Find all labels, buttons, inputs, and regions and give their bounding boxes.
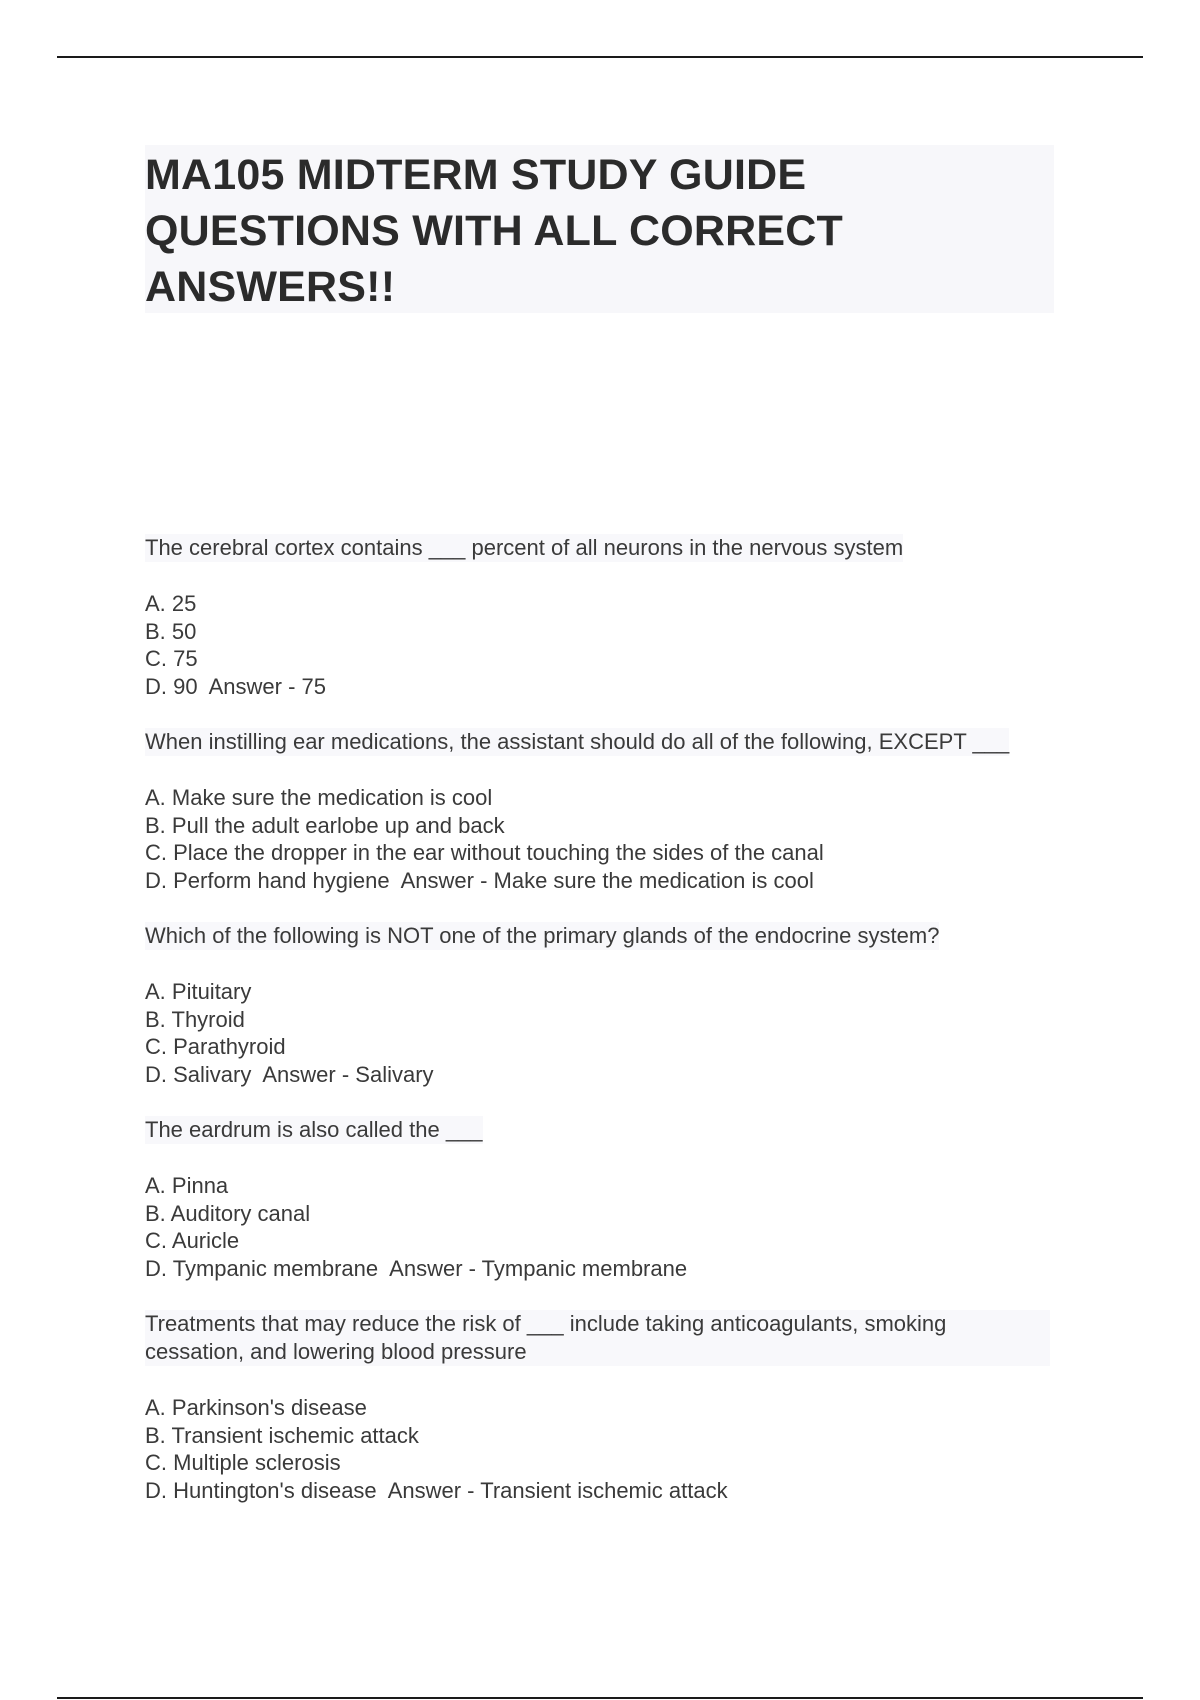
option-list <box>145 1172 1065 1282</box>
answer-text: Answer - Transient ischemic attack <box>387 1477 728 1503</box>
option-d: D. Tympanic membrane <box>145 1255 379 1281</box>
option-c: C. 75 <box>145 646 198 671</box>
question-item-2 <box>145 728 1065 894</box>
option-a: A. Parkinson's disease <box>145 1395 367 1420</box>
option-list <box>145 1394 1065 1504</box>
answer-text: Answer - Make sure the medication is cool <box>400 867 814 893</box>
option-c: C. Parathyroid <box>145 1034 286 1059</box>
option-list <box>145 590 1065 700</box>
option-b: B. 50 <box>145 618 197 644</box>
option-b: B. Pull the adult earlobe up and back <box>145 812 505 838</box>
option-d-with-answer <box>145 673 1065 701</box>
document-title: MA105 MIDTERM STUDY GUIDE QUESTIONS WITH ALL CORRECT ANSWERS!! <box>145 151 843 311</box>
question-item-4 <box>145 1116 1065 1282</box>
option-d-with-answer <box>145 867 1065 895</box>
option-a: A. 25 <box>145 591 197 616</box>
question-text: The cerebral cortex contains ___ percent of all neurons in the nervous system <box>145 535 904 560</box>
option-a: A. Pituitary <box>145 979 252 1004</box>
question-text: Which of the following is NOT one of the primary glands of the endocrine system? <box>145 923 940 948</box>
question-item-3 <box>145 922 1065 1088</box>
option-list <box>145 784 1065 894</box>
option-a: A. Make sure the medication is cool <box>145 785 493 810</box>
question-item-1 <box>145 534 1065 700</box>
question-text: Treatments that may reduce the risk of ___ include taking anticoagulants, smoking cessation, and lowering blood pressure <box>145 1310 1050 1366</box>
bottom-rule <box>57 1697 1143 1699</box>
option-a: A. Pinna <box>145 1173 229 1198</box>
option-d-with-answer <box>145 1061 1065 1089</box>
option-d-with-answer <box>145 1255 1065 1283</box>
option-d-with-answer <box>145 1477 1065 1505</box>
option-d: D. Huntington's disease <box>145 1477 377 1503</box>
question-list <box>145 534 1065 1532</box>
top-rule <box>57 56 1143 58</box>
question-text: The eardrum is also called the ___ <box>145 1117 483 1142</box>
answer-text: Answer - Tympanic membrane <box>389 1255 688 1281</box>
option-b: B. Transient ischemic attack <box>145 1422 419 1448</box>
option-d: D. Perform hand hygiene <box>145 867 390 893</box>
answer-text: Answer - 75 <box>208 673 326 699</box>
option-b: B. Auditory canal <box>145 1200 311 1226</box>
option-c: C. Place the dropper in the ear without touching the sides of the canal <box>145 840 824 865</box>
answer-text: Answer - Salivary <box>262 1061 434 1087</box>
option-c: C. Multiple sclerosis <box>145 1450 341 1475</box>
option-b: B. Thyroid <box>145 1006 245 1032</box>
option-d: D. 90 <box>145 673 198 699</box>
option-c: C. Auricle <box>145 1228 240 1253</box>
title-block <box>145 145 1054 313</box>
option-list <box>145 978 1065 1088</box>
question-text: When instilling ear medications, the assistant should do all of the following, EXCEPT ___ <box>145 729 1010 754</box>
option-d: D. Salivary <box>145 1061 252 1087</box>
question-item-5 <box>145 1310 1065 1504</box>
